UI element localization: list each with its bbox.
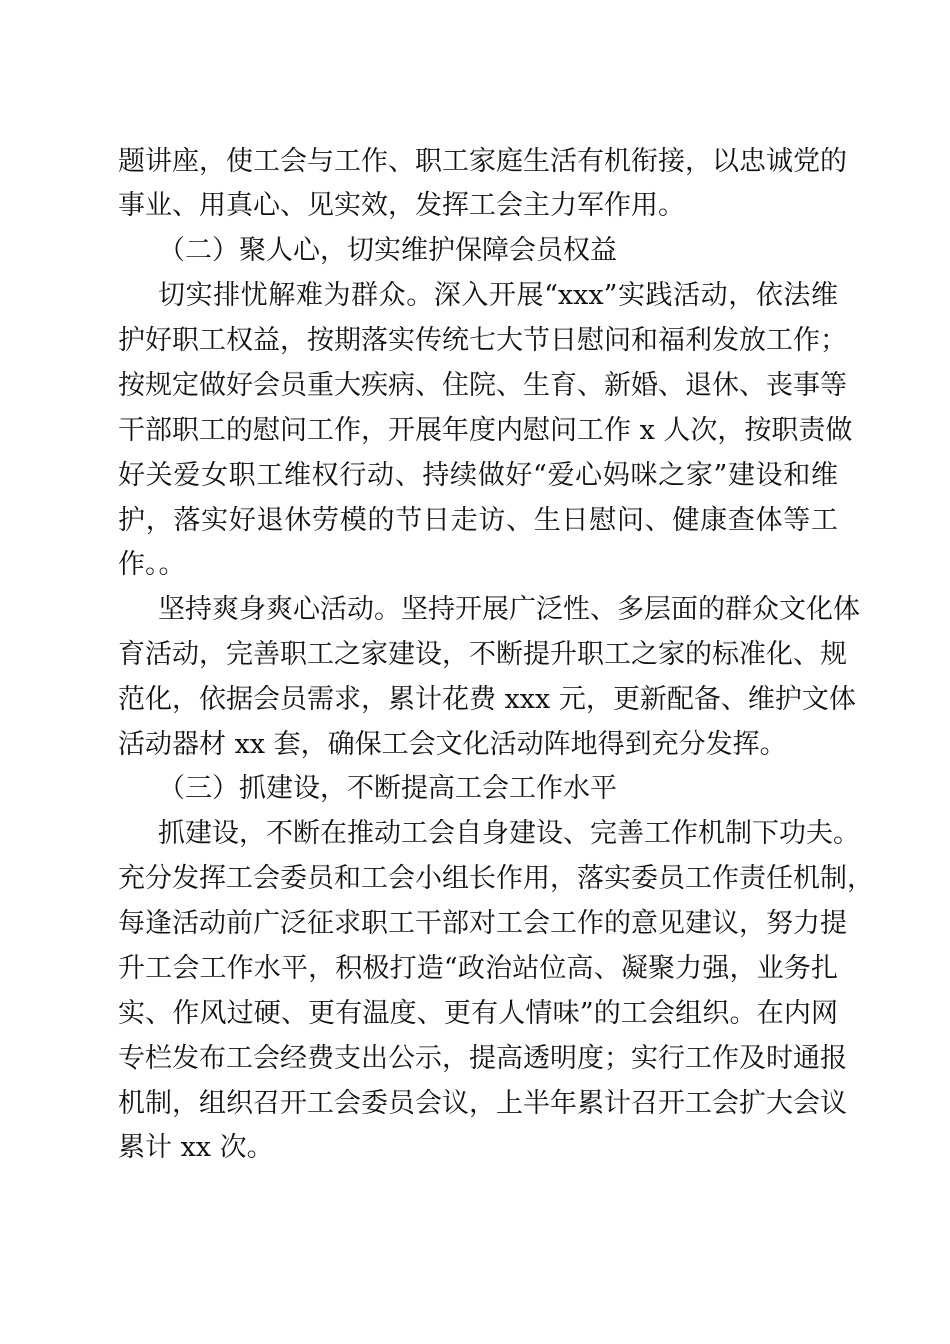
paragraph-line: 题讲座，使工会与工作、职工家庭生活有机衔接，以忠诚党的 (118, 146, 847, 177)
paragraph-line: 范化，依据会员需求，累计花费 xxx 元，更新配备、维护文体 (118, 684, 856, 715)
paragraph-line: 切实排忧解难为群众。深入开展“xxx”实践活动，依法维 (158, 280, 838, 311)
paragraph-line: 坚持爽身爽心活动。坚持开展广泛性、多层面的群众文化体 (158, 594, 860, 625)
paragraph-line: 作。。 (118, 549, 186, 580)
paragraph-line: 累计 xx 次。 (118, 1132, 274, 1163)
paragraph-line: 实、作风过硬、更有温度、更有人情味”的工会组织。在内网 (118, 998, 838, 1029)
paragraph-line: 干部职工的慰问工作，开展年度内慰问工作 x 人次，按职责做 (118, 415, 853, 446)
paragraph-line: 每逢活动前广泛征求职工干部对工会工作的意见建议，努力提 (118, 908, 847, 939)
paragraph-line: 护好职工权益，按期落实传统七大节日慰问和福利发放工作； (118, 325, 847, 356)
section-heading-3: （三）抓建设，不断提高工会工作水平 (158, 773, 617, 804)
paragraph-line: 充分发挥工会委员和工会小组长作用，落实委员工作责任机制， (118, 863, 874, 894)
paragraph-line: 升工会工作水平，积极打造“政治站位高、凝聚力强，业务扎 (118, 953, 838, 984)
paragraph-line: 育活动，完善职工之家建设，不断提升职工之家的标准化、规 (118, 639, 847, 670)
paragraph-line: 好关爱女职工维权行动、持续做好“爱心妈咪之家”建设和维 (118, 460, 838, 491)
section-heading-2: （二）聚人心，切实维护保障会员权益 (158, 235, 617, 266)
paragraph-line: 活动器材 xx 套，确保工会文化活动阵地得到充分发挥。 (118, 729, 787, 760)
paragraph-line: 抓建设，不断在推动工会自身建设、完善工作机制下功夫。 (158, 818, 860, 849)
paragraph-line: 护，落实好退休劳模的节日走访、生日慰问、健康查体等工 (118, 505, 838, 536)
paragraph-line: 专栏发布工会经费支出公示，提高透明度；实行工作及时通报 (118, 1043, 847, 1074)
paragraph-line: 事业、用真心、见实效，发挥工会主力军作用。 (118, 190, 685, 221)
paragraph-line: 机制，组织召开工会委员会议，上半年累计召开工会扩大会议 (118, 1088, 847, 1119)
paragraph-line: 按规定做好会员重大疾病、住院、生育、新婚、退休、丧事等 (118, 370, 847, 401)
